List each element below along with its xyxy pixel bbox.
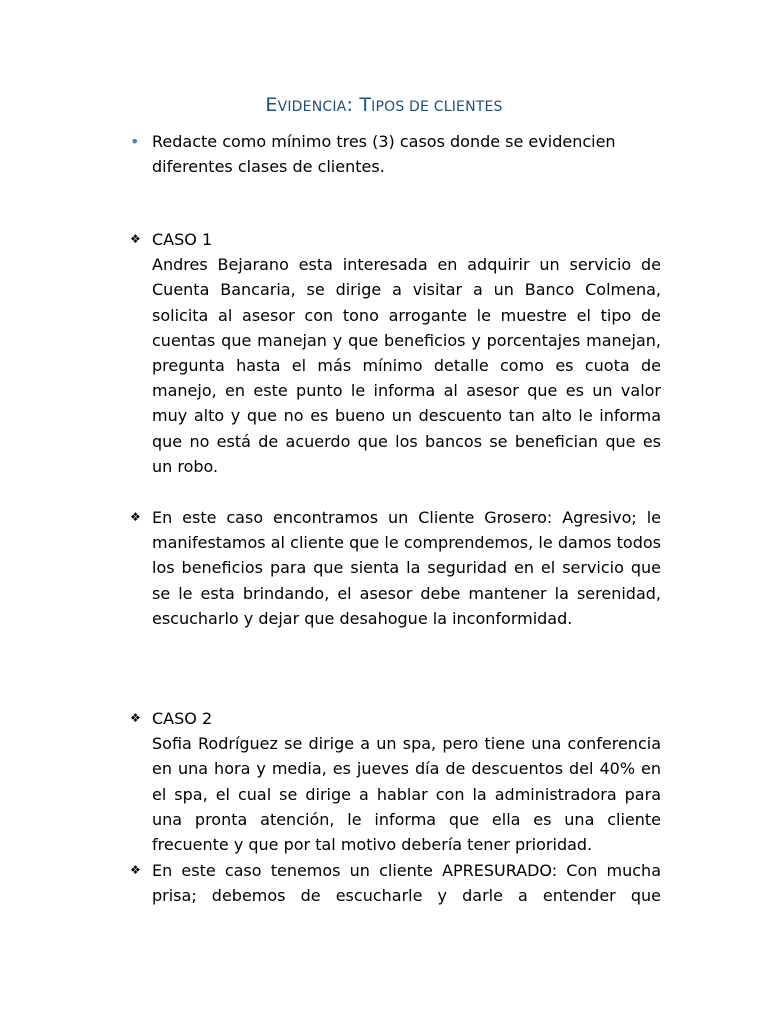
case-2-section — [130, 706, 661, 857]
title-colon: : — [346, 94, 360, 116]
title-initial-e: E — [265, 94, 278, 116]
case-1-heading: CASO 1 — [152, 230, 213, 249]
diamond-bullet-icon: ❖ — [130, 232, 141, 246]
case-1-text: Andres Bejarano esta interesada en adquirir un servicio de Cuenta Bancaria, se dirige a visitar a un Banco Colmena, solicita al asesor con tono arrogante le muestre el tipo de cuentas que manejan y que beneficios y porcentajes manejan, pregunta hasta el más mínimo detalle como es cuota de manejo, en este punto le informa al asesor que es un valor muy alto y que no es bueno un descuento tan alto le informa que no está de acuerdo que los bancos se benefician que es un robo. — [152, 255, 661, 476]
bullet-icon: • — [130, 132, 140, 151]
case-2-body — [152, 706, 661, 857]
instruction-text: Redacte como mínimo tres (3) casos donde se evidencien diferentes clases de clientes. — [152, 132, 616, 177]
case-1-analysis — [130, 505, 661, 631]
case-2-text: Sofia Rodríguez se dirige a un spa, pero tiene una conferencia en una hora y media, es jueves día de descuentos del 40% en el spa, el cual se dirige a hablar con la administradora para una pronta atención, le informa que ella es una cliente frecuente y que por tal motivo debería tener prioridad. — [152, 734, 661, 855]
case-2-analysis — [130, 858, 661, 908]
case-1-analysis-text: En este caso encontramos un Cliente Grosero: Agresivo; le manifestamos al cliente que le comprendemos, le damos todos los beneficios para que sienta la seguridad en el servicio que se le esta brindando, el asesor debe mantener la serenidad, escucharlo y dejar que desahogue la inconformidad. — [152, 508, 661, 628]
case-2-analysis-text: En este caso tenemos un cliente APRESURADO: Con mucha prisa; debemos de escucharle y darle a entender que — [152, 861, 661, 906]
document-title — [0, 94, 768, 116]
case-1-section — [130, 227, 661, 479]
title-initial-t: T — [359, 94, 372, 116]
case-1-body — [152, 227, 661, 479]
instruction-item — [130, 129, 661, 179]
title-words-tipos-de-clientes: IPOS DE CLIENTES — [371, 99, 503, 115]
title-word-evidencia: VIDENCIA — [277, 99, 347, 115]
diamond-bullet-icon: ❖ — [130, 863, 141, 877]
case-2-heading: CASO 2 — [152, 709, 213, 728]
diamond-bullet-icon: ❖ — [130, 510, 141, 524]
diamond-bullet-icon: ❖ — [130, 711, 141, 725]
